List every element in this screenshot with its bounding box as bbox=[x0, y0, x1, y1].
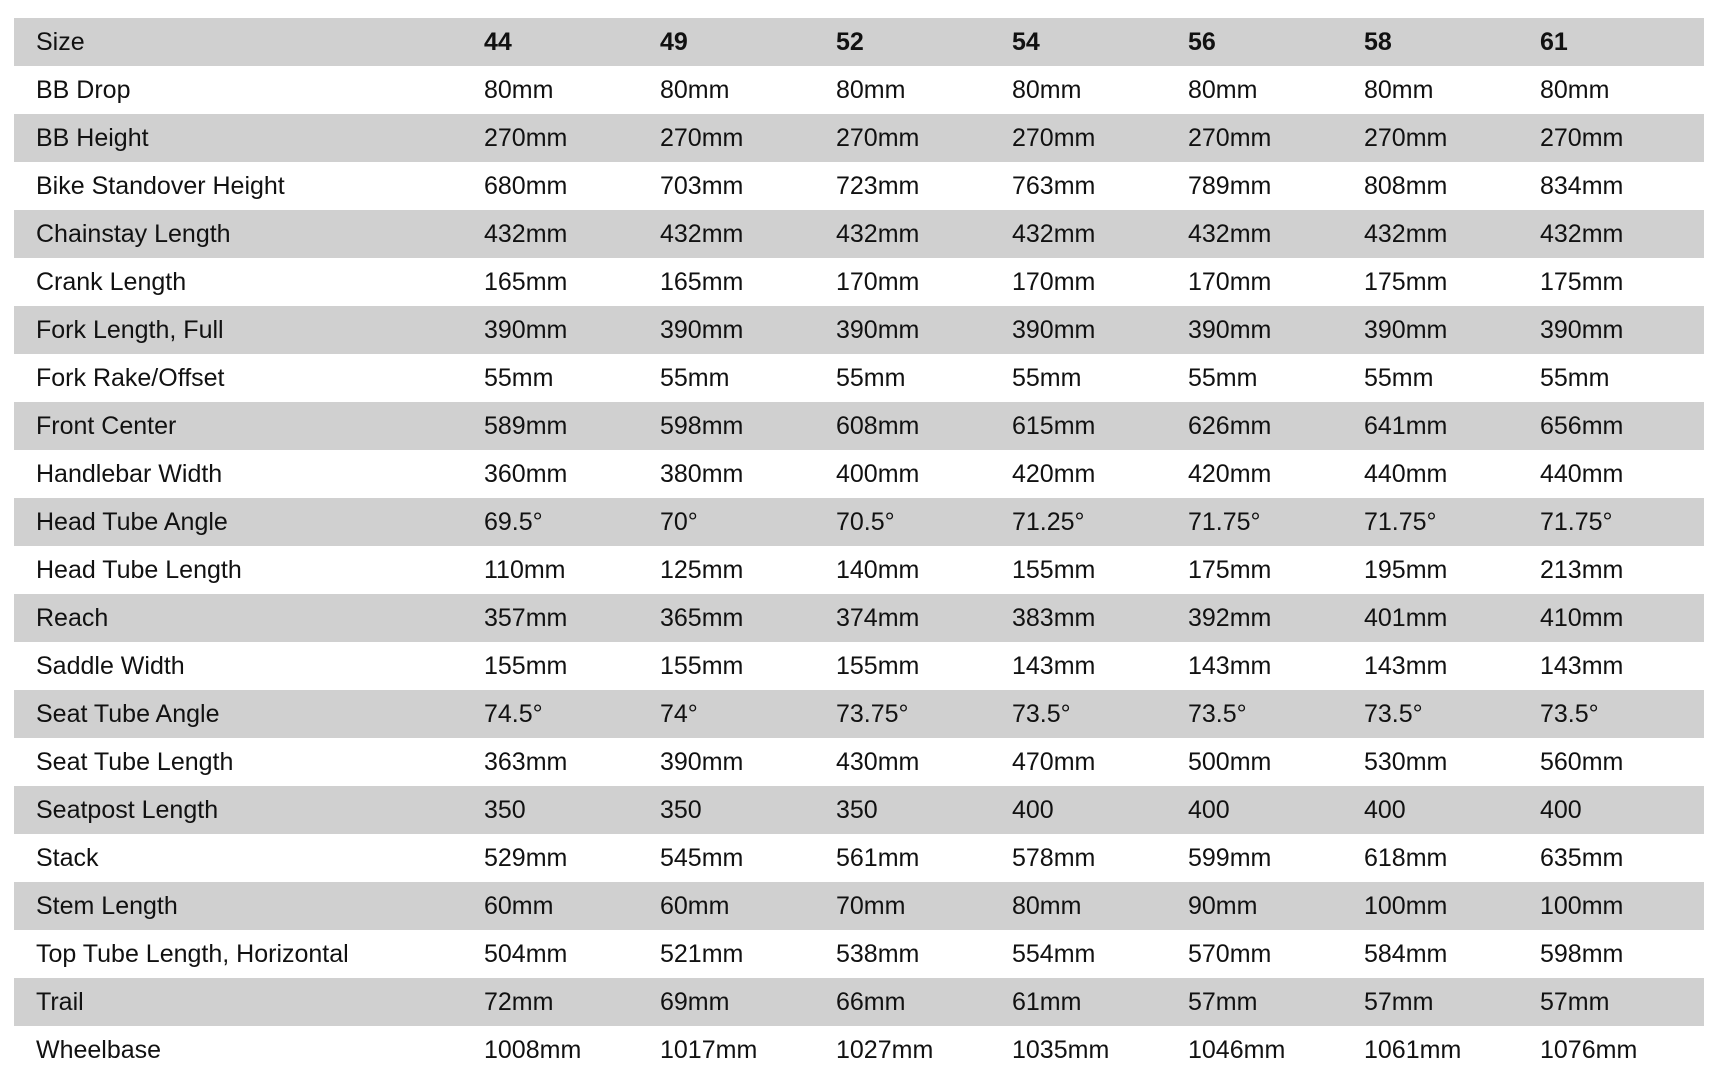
table-cell: 500mm bbox=[1188, 747, 1272, 776]
table-cell: 560mm bbox=[1540, 747, 1624, 776]
header-size-49: 49 bbox=[660, 27, 688, 56]
table-cell: 521mm bbox=[660, 939, 744, 968]
table-cell: 561mm bbox=[836, 843, 920, 872]
table-row bbox=[14, 210, 1704, 258]
table-cell: 430mm bbox=[836, 747, 920, 776]
table-cell: 270mm bbox=[1012, 123, 1096, 152]
header-size-61: 61 bbox=[1540, 27, 1568, 56]
table-cell: 635mm bbox=[1540, 843, 1624, 872]
table-cell: 73.5° bbox=[1012, 699, 1071, 728]
table-cell: 165mm bbox=[660, 267, 744, 296]
table-row bbox=[14, 258, 1704, 306]
table-cell: 71.75° bbox=[1540, 507, 1613, 536]
table-cell: 70mm bbox=[836, 891, 906, 920]
table-cell: 360mm bbox=[484, 459, 568, 488]
table-cell: 530mm bbox=[1364, 747, 1448, 776]
table-cell: 390mm bbox=[1188, 315, 1272, 344]
table-cell: 70° bbox=[660, 507, 698, 536]
table-row bbox=[14, 978, 1704, 1026]
table-cell: 140mm bbox=[836, 555, 920, 584]
row-label: Front Center bbox=[36, 411, 177, 440]
table-cell: 380mm bbox=[660, 459, 744, 488]
table-cell: 60mm bbox=[484, 891, 554, 920]
table-cell: 175mm bbox=[1364, 267, 1448, 296]
header-size-58: 58 bbox=[1364, 27, 1392, 56]
table-cell: 80mm bbox=[1012, 891, 1082, 920]
table-cell: 170mm bbox=[1188, 267, 1272, 296]
table-cell: 71.75° bbox=[1188, 507, 1261, 536]
table-cell: 61mm bbox=[1012, 987, 1082, 1016]
table-cell: 80mm bbox=[836, 75, 906, 104]
table-cell: 69.5° bbox=[484, 507, 543, 536]
row-label: Seat Tube Length bbox=[36, 747, 234, 776]
table-cell: 55mm bbox=[1012, 363, 1082, 392]
table-row bbox=[14, 306, 1704, 354]
table-cell: 55mm bbox=[660, 363, 730, 392]
table-cell: 374mm bbox=[836, 603, 920, 632]
table-cell: 125mm bbox=[660, 555, 744, 584]
table-cell: 270mm bbox=[1364, 123, 1448, 152]
table-row bbox=[14, 1026, 1704, 1074]
table-row bbox=[14, 402, 1704, 450]
table-cell: 400 bbox=[1364, 795, 1406, 824]
table-cell: 420mm bbox=[1012, 459, 1096, 488]
table-cell: 165mm bbox=[484, 267, 568, 296]
table-cell: 175mm bbox=[1540, 267, 1624, 296]
table-cell: 680mm bbox=[484, 171, 568, 200]
table-cell: 195mm bbox=[1364, 555, 1448, 584]
table-cell: 1046mm bbox=[1188, 1035, 1286, 1064]
table-cell: 400mm bbox=[836, 459, 920, 488]
table-cell: 175mm bbox=[1188, 555, 1272, 584]
row-label: Reach bbox=[36, 603, 109, 632]
table-cell: 400 bbox=[1188, 795, 1230, 824]
table-row bbox=[14, 114, 1704, 162]
table-cell: 440mm bbox=[1364, 459, 1448, 488]
table-header-row bbox=[14, 18, 1704, 66]
table-cell: 69mm bbox=[660, 987, 730, 1016]
table-cell: 470mm bbox=[1012, 747, 1096, 776]
geometry-table bbox=[14, 18, 1704, 1074]
table-cell: 73.75° bbox=[836, 699, 909, 728]
table-cell: 60mm bbox=[660, 891, 730, 920]
table-cell: 432mm bbox=[1012, 219, 1096, 248]
table-cell: 55mm bbox=[484, 363, 554, 392]
table-cell: 538mm bbox=[836, 939, 920, 968]
row-label: Fork Length, Full bbox=[36, 315, 224, 344]
table-cell: 70.5° bbox=[836, 507, 895, 536]
table-row bbox=[14, 162, 1704, 210]
table-cell: 143mm bbox=[1012, 651, 1096, 680]
row-label: Top Tube Length, Horizontal bbox=[36, 939, 349, 968]
table-cell: 390mm bbox=[484, 315, 568, 344]
table-row bbox=[14, 786, 1704, 834]
table-cell: 1008mm bbox=[484, 1035, 582, 1064]
table-cell: 73.5° bbox=[1540, 699, 1599, 728]
table-cell: 80mm bbox=[1012, 75, 1082, 104]
table-cell: 66mm bbox=[836, 987, 906, 1016]
table-cell: 1027mm bbox=[836, 1035, 934, 1064]
table-row bbox=[14, 834, 1704, 882]
table-cell: 432mm bbox=[1188, 219, 1272, 248]
header-size-label: Size bbox=[36, 27, 85, 56]
header-size-56: 56 bbox=[1188, 27, 1216, 56]
table-cell: 57mm bbox=[1540, 987, 1610, 1016]
table-cell: 608mm bbox=[836, 411, 920, 440]
table-cell: 392mm bbox=[1188, 603, 1272, 632]
table-cell: 72mm bbox=[484, 987, 554, 1016]
table-cell: 390mm bbox=[1364, 315, 1448, 344]
table-cell: 626mm bbox=[1188, 411, 1272, 440]
table-cell: 390mm bbox=[660, 747, 744, 776]
table-cell: 401mm bbox=[1364, 603, 1448, 632]
table-cell: 1061mm bbox=[1364, 1035, 1462, 1064]
table-cell: 363mm bbox=[484, 747, 568, 776]
table-cell: 390mm bbox=[660, 315, 744, 344]
table-cell: 365mm bbox=[660, 603, 744, 632]
table-cell: 350 bbox=[660, 795, 702, 824]
row-label: BB Drop bbox=[36, 75, 131, 104]
header-size-52: 52 bbox=[836, 27, 864, 56]
table-cell: 390mm bbox=[1012, 315, 1096, 344]
table-row bbox=[14, 690, 1704, 738]
header-size-44: 44 bbox=[484, 27, 512, 56]
table-cell: 155mm bbox=[660, 651, 744, 680]
table-cell: 504mm bbox=[484, 939, 568, 968]
table-cell: 143mm bbox=[1540, 651, 1624, 680]
table-cell: 390mm bbox=[836, 315, 920, 344]
table-cell: 703mm bbox=[660, 171, 744, 200]
table-cell: 432mm bbox=[484, 219, 568, 248]
table-cell: 615mm bbox=[1012, 411, 1096, 440]
table-cell: 270mm bbox=[836, 123, 920, 152]
row-label: Stack bbox=[36, 843, 99, 872]
table-cell: 656mm bbox=[1540, 411, 1624, 440]
table-row bbox=[14, 738, 1704, 786]
table-cell: 432mm bbox=[660, 219, 744, 248]
table-cell: 400 bbox=[1540, 795, 1582, 824]
table-cell: 390mm bbox=[1540, 315, 1624, 344]
row-label: Seat Tube Angle bbox=[36, 699, 220, 728]
table-cell: 270mm bbox=[1188, 123, 1272, 152]
table-cell: 143mm bbox=[1364, 651, 1448, 680]
table-cell: 578mm bbox=[1012, 843, 1096, 872]
table-cell: 74.5° bbox=[484, 699, 543, 728]
table-cell: 410mm bbox=[1540, 603, 1624, 632]
table-cell: 357mm bbox=[484, 603, 568, 632]
table-cell: 350 bbox=[484, 795, 526, 824]
table-cell: 789mm bbox=[1188, 171, 1272, 200]
table-row bbox=[14, 66, 1704, 114]
table-cell: 723mm bbox=[836, 171, 920, 200]
table-cell: 808mm bbox=[1364, 171, 1448, 200]
table-cell: 155mm bbox=[836, 651, 920, 680]
table-cell: 270mm bbox=[1540, 123, 1624, 152]
table-row bbox=[14, 546, 1704, 594]
row-label: BB Height bbox=[36, 123, 149, 152]
table-cell: 1076mm bbox=[1540, 1035, 1638, 1064]
table-cell: 73.5° bbox=[1364, 699, 1423, 728]
table-cell: 400 bbox=[1012, 795, 1054, 824]
table-row bbox=[14, 930, 1704, 978]
table-cell: 598mm bbox=[1540, 939, 1624, 968]
table-cell: 55mm bbox=[1188, 363, 1258, 392]
table-cell: 170mm bbox=[836, 267, 920, 296]
table-row bbox=[14, 594, 1704, 642]
table-cell: 155mm bbox=[484, 651, 568, 680]
row-label: Handlebar Width bbox=[36, 459, 223, 488]
table-cell: 55mm bbox=[1540, 363, 1610, 392]
row-label: Head Tube Length bbox=[36, 555, 242, 584]
table-cell: 170mm bbox=[1012, 267, 1096, 296]
row-label: Chainstay Length bbox=[36, 219, 231, 248]
table-cell: 57mm bbox=[1188, 987, 1258, 1016]
table-cell: 74° bbox=[660, 699, 698, 728]
table-row bbox=[14, 450, 1704, 498]
table-cell: 270mm bbox=[484, 123, 568, 152]
row-label: Trail bbox=[36, 987, 84, 1016]
table-cell: 80mm bbox=[1188, 75, 1258, 104]
table-cell: 80mm bbox=[1364, 75, 1434, 104]
table-cell: 432mm bbox=[836, 219, 920, 248]
row-label: Wheelbase bbox=[36, 1035, 162, 1064]
table-cell: 1017mm bbox=[660, 1035, 758, 1064]
table-cell: 110mm bbox=[484, 555, 566, 584]
table-cell: 270mm bbox=[660, 123, 744, 152]
table-cell: 143mm bbox=[1188, 651, 1272, 680]
table-cell: 100mm bbox=[1364, 891, 1448, 920]
table-cell: 383mm bbox=[1012, 603, 1096, 632]
table-cell: 570mm bbox=[1188, 939, 1272, 968]
table-cell: 90mm bbox=[1188, 891, 1258, 920]
table-cell: 432mm bbox=[1540, 219, 1624, 248]
table-row bbox=[14, 882, 1704, 930]
table-cell: 80mm bbox=[660, 75, 730, 104]
table-cell: 589mm bbox=[484, 411, 568, 440]
table-cell: 80mm bbox=[484, 75, 554, 104]
table-cell: 55mm bbox=[1364, 363, 1434, 392]
row-label: Stem Length bbox=[36, 891, 178, 920]
header-size-54: 54 bbox=[1012, 27, 1040, 56]
row-label: Head Tube Angle bbox=[36, 507, 228, 536]
table-cell: 599mm bbox=[1188, 843, 1272, 872]
table-cell: 71.75° bbox=[1364, 507, 1437, 536]
table-cell: 584mm bbox=[1364, 939, 1448, 968]
table-cell: 554mm bbox=[1012, 939, 1096, 968]
row-label: Bike Standover Height bbox=[36, 171, 285, 200]
table-cell: 57mm bbox=[1364, 987, 1434, 1016]
table-cell: 545mm bbox=[660, 843, 744, 872]
table-cell: 100mm bbox=[1540, 891, 1624, 920]
row-label: Seatpost Length bbox=[36, 795, 219, 824]
table-cell: 1035mm bbox=[1012, 1035, 1110, 1064]
table-cell: 598mm bbox=[660, 411, 744, 440]
row-label: Saddle Width bbox=[36, 651, 185, 680]
table-cell: 834mm bbox=[1540, 171, 1624, 200]
row-label: Crank Length bbox=[36, 267, 187, 296]
table-cell: 432mm bbox=[1364, 219, 1448, 248]
table-cell: 440mm bbox=[1540, 459, 1624, 488]
table-cell: 73.5° bbox=[1188, 699, 1247, 728]
table-cell: 618mm bbox=[1364, 843, 1448, 872]
table-cell: 763mm bbox=[1012, 171, 1096, 200]
row-label: Fork Rake/Offset bbox=[36, 363, 225, 392]
table-row bbox=[14, 642, 1704, 690]
table-cell: 55mm bbox=[836, 363, 906, 392]
table-body bbox=[14, 66, 1704, 1074]
table-row bbox=[14, 498, 1704, 546]
table-cell: 80mm bbox=[1540, 75, 1610, 104]
table-cell: 420mm bbox=[1188, 459, 1272, 488]
table-cell: 71.25° bbox=[1012, 507, 1085, 536]
table-cell: 155mm bbox=[1012, 555, 1096, 584]
table-cell: 529mm bbox=[484, 843, 568, 872]
table-cell: 350 bbox=[836, 795, 878, 824]
table-row bbox=[14, 354, 1704, 402]
table-cell: 641mm bbox=[1364, 411, 1448, 440]
table-cell: 213mm bbox=[1540, 555, 1624, 584]
